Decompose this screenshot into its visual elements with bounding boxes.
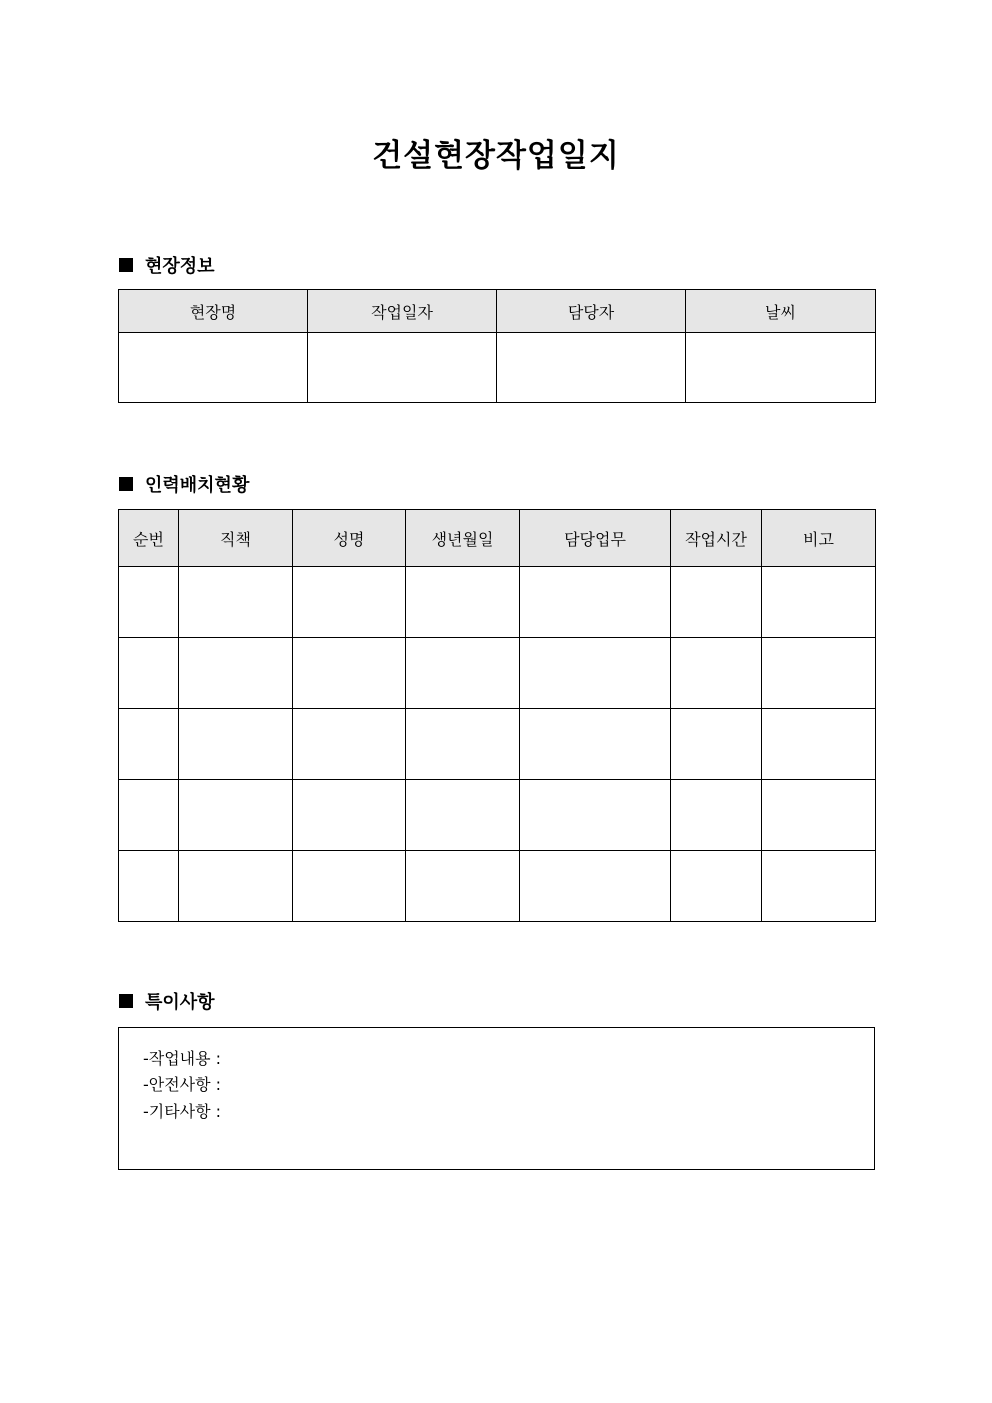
- column-header-weather: 날씨: [686, 290, 876, 333]
- document-title: 건설현장작업일지: [372, 138, 620, 174]
- section-heading-label: 특이사항: [145, 992, 215, 1013]
- table-header-row: [119, 290, 876, 333]
- table-cell[interactable]: [520, 638, 671, 709]
- table-cell[interactable]: [671, 780, 762, 851]
- table-cell[interactable]: [762, 709, 876, 780]
- column-header-duty: 담당업무: [520, 510, 671, 567]
- work-date-cell[interactable]: [308, 333, 497, 403]
- remarks-line-other: -기타사항 :: [143, 1102, 222, 1121]
- table-cell[interactable]: [293, 638, 406, 709]
- table-cell[interactable]: [520, 851, 671, 922]
- table-cell[interactable]: [119, 709, 179, 780]
- table-cell[interactable]: [762, 851, 876, 922]
- section-heading-remarks: [119, 988, 215, 1014]
- black-square-icon: [119, 258, 133, 272]
- table-row: [119, 333, 876, 403]
- column-header-seq: 순번: [119, 510, 179, 567]
- staffing-table: [118, 509, 876, 922]
- table-cell[interactable]: [119, 780, 179, 851]
- table-cell[interactable]: [520, 780, 671, 851]
- table-cell[interactable]: [671, 638, 762, 709]
- remarks-line-work-content: -작업내용 :: [143, 1049, 222, 1068]
- column-header-work-date: 작업일자: [308, 290, 497, 333]
- column-header-work-hours: 작업시간: [671, 510, 762, 567]
- column-header-position: 직책: [179, 510, 293, 567]
- section-heading-staffing: [119, 471, 249, 497]
- black-square-icon: [119, 477, 133, 491]
- table-cell[interactable]: [671, 709, 762, 780]
- table-cell[interactable]: [406, 709, 520, 780]
- remarks-line-safety: -안전사항 :: [143, 1075, 222, 1094]
- table-row: [119, 709, 876, 780]
- table-cell[interactable]: [293, 709, 406, 780]
- table-cell[interactable]: [179, 638, 293, 709]
- table-cell[interactable]: [762, 780, 876, 851]
- table-cell[interactable]: [179, 851, 293, 922]
- remarks-box[interactable]: [118, 1027, 875, 1170]
- manager-cell[interactable]: [497, 333, 686, 403]
- table-cell[interactable]: [179, 780, 293, 851]
- table-cell[interactable]: [406, 567, 520, 638]
- table-cell[interactable]: [762, 638, 876, 709]
- table-row: [119, 780, 876, 851]
- site-info-table: [118, 289, 876, 403]
- section-heading-label: 현장정보: [145, 256, 215, 277]
- table-row: [119, 851, 876, 922]
- table-row: [119, 638, 876, 709]
- table-cell[interactable]: [762, 567, 876, 638]
- table-cell[interactable]: [520, 567, 671, 638]
- table-row: [119, 567, 876, 638]
- table-cell[interactable]: [119, 638, 179, 709]
- table-cell[interactable]: [119, 851, 179, 922]
- column-header-remarks: 비고: [762, 510, 876, 567]
- section-heading-site-info: [119, 252, 215, 278]
- site-name-cell[interactable]: [119, 333, 308, 403]
- table-cell[interactable]: [119, 567, 179, 638]
- column-header-birthdate: 생년월일: [406, 510, 520, 567]
- column-header-manager: 담당자: [497, 290, 686, 333]
- table-cell[interactable]: [293, 780, 406, 851]
- table-cell[interactable]: [671, 567, 762, 638]
- column-header-site-name: 현장명: [119, 290, 308, 333]
- table-cell[interactable]: [406, 638, 520, 709]
- weather-cell[interactable]: [686, 333, 876, 403]
- column-header-name: 성명: [293, 510, 406, 567]
- table-header-row: [119, 510, 876, 567]
- table-cell[interactable]: [293, 567, 406, 638]
- table-cell[interactable]: [406, 780, 520, 851]
- table-cell[interactable]: [671, 851, 762, 922]
- table-cell[interactable]: [179, 567, 293, 638]
- section-heading-label: 인력배치현황: [145, 475, 250, 496]
- black-square-icon: [119, 994, 133, 1008]
- table-cell[interactable]: [520, 709, 671, 780]
- table-cell[interactable]: [179, 709, 293, 780]
- table-cell[interactable]: [293, 851, 406, 922]
- table-cell[interactable]: [406, 851, 520, 922]
